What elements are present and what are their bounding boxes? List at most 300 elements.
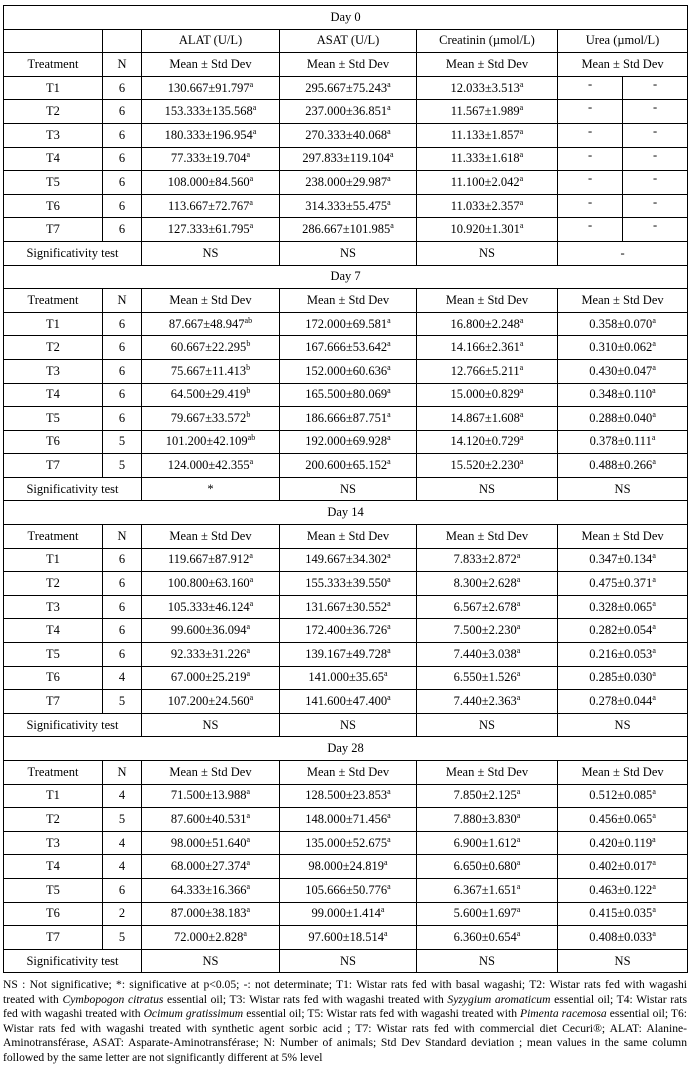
stat-header: Mean ± Std Dev <box>417 289 558 313</box>
treatment-cell: T5 <box>4 878 103 902</box>
asat-cell-significance-letter: a <box>387 456 391 466</box>
alat-cell-value: 68.000±27.374 <box>170 859 247 874</box>
alat-cell <box>142 407 280 431</box>
alat-cell-value: 124.000±42.355 <box>167 458 250 473</box>
alat-cell <box>142 336 280 360</box>
creatinin-cell-significance-letter: a <box>516 905 521 915</box>
creatinin-cell <box>417 619 558 643</box>
urea-cell <box>558 383 688 407</box>
creatinin-cell-significance-letter: a <box>519 386 524 396</box>
alat-cell-value: 99.600±36.094 <box>170 623 247 638</box>
significance-creatinin: NS <box>417 713 558 737</box>
n-cell: 6 <box>103 359 142 383</box>
alat-cell-significance-letter: a <box>246 645 251 655</box>
urea-cell-significance-letter: a <box>652 386 656 396</box>
alat-cell-value: 98.000±51.640 <box>170 835 247 850</box>
creatinin-cell <box>417 784 558 808</box>
urea-left: - <box>587 100 593 115</box>
table-row <box>4 312 688 336</box>
creatinin-cell-value: 11.133±1.857 <box>450 127 520 142</box>
asat-cell <box>280 784 417 808</box>
alat-cell <box>142 171 280 195</box>
alat-cell-significance-letter: a <box>246 905 251 915</box>
treatment-cell: T3 <box>4 123 103 147</box>
alat-cell-value: 180.333±196.954 <box>164 127 253 142</box>
urea-cell-significance-letter: a <box>652 456 656 466</box>
creatinin-cell-value: 11.100±2.042 <box>450 174 520 189</box>
asat-cell <box>280 76 417 100</box>
alat-cell <box>142 855 280 879</box>
asat-cell-significance-letter: a <box>387 126 391 136</box>
column-header-asat: ASAT (U/L) <box>280 29 417 53</box>
significance-label: Significativity test <box>4 949 142 973</box>
creatinin-cell <box>417 855 558 879</box>
stat-header: Mean ± Std Dev <box>417 53 558 77</box>
significance-label: Significativity test <box>4 477 142 501</box>
n-cell: 6 <box>103 643 142 667</box>
alat-cell <box>142 194 280 218</box>
blank-cell <box>4 29 103 53</box>
creatinin-cell-value: 11.033±2.357 <box>450 198 520 213</box>
asat-cell <box>280 548 417 572</box>
urea-left: - <box>587 76 593 91</box>
asat-cell-value: 295.667±75.243 <box>305 80 388 95</box>
alat-cell-value: 64.333±16.366 <box>170 882 247 897</box>
urea-cell-significance-letter: a <box>652 645 656 655</box>
asat-cell <box>280 572 417 596</box>
urea-cell <box>558 147 688 171</box>
alat-cell-value: 87.600±40.531 <box>170 811 247 826</box>
creatinin-cell <box>417 359 558 383</box>
footnote-text-3: essential oil; T4: Wistar rats fed with wagashi treated with <box>3 992 688 1021</box>
n-cell: 5 <box>103 926 142 950</box>
column-header-urea: Urea (µmol/L) <box>558 29 688 53</box>
asat-cell <box>280 218 417 242</box>
treatment-cell: T3 <box>4 831 103 855</box>
creatinin-cell <box>417 171 558 195</box>
creatinin-cell-significance-letter: a <box>519 409 524 419</box>
table-row <box>4 100 688 124</box>
alat-cell-value: 100.800±63.160 <box>167 576 250 591</box>
alat-cell <box>142 690 280 714</box>
alat-cell-value: 105.333±46.124 <box>167 599 250 614</box>
urea-cell-significance-letter: a <box>652 787 656 797</box>
day-header-row <box>4 265 688 289</box>
urea-right: - <box>622 124 687 147</box>
urea-cell-value: 0.285±0.030 <box>589 670 653 685</box>
alat-cell-significance-letter: a <box>249 197 253 207</box>
treatment-cell: T1 <box>4 548 103 572</box>
creatinin-cell-value: 12.033±3.513 <box>450 80 520 95</box>
creatinin-cell-value: 11.333±1.618 <box>450 151 520 166</box>
creatinin-cell-value: 7.850±2.125 <box>453 788 517 803</box>
significance-urea: - <box>558 241 688 265</box>
alat-cell-value: 153.333±135.568 <box>164 104 253 119</box>
table-row <box>4 572 688 596</box>
treatment-header: Treatment <box>4 761 103 785</box>
treatment-cell: T6 <box>4 430 103 454</box>
creatinin-cell-value: 10.920±1.301 <box>450 222 520 237</box>
n-cell: 6 <box>103 194 142 218</box>
treatment-cell: T4 <box>4 619 103 643</box>
creatinin-cell-significance-letter: a <box>516 787 521 797</box>
urea-cell <box>558 572 688 596</box>
alat-cell <box>142 831 280 855</box>
urea-cell-value: 0.216±0.053 <box>589 646 653 661</box>
treatment-cell: T4 <box>4 855 103 879</box>
urea-cell <box>558 690 688 714</box>
urea-cell-significance-letter: a <box>652 905 656 915</box>
alat-cell <box>142 666 280 690</box>
column-header-creatinin: Creatinin (µmol/L) <box>417 29 558 53</box>
alat-cell-significance-letter: a <box>249 598 254 608</box>
stat-header: Mean ± Std Dev <box>142 289 280 313</box>
significance-asat: NS <box>280 241 417 265</box>
urea-cell-significance-letter: a <box>652 881 656 891</box>
subheader-row <box>4 525 688 549</box>
urea-split-container <box>558 124 687 147</box>
n-cell: 2 <box>103 902 142 926</box>
alat-cell-significance-letter: ab <box>244 315 253 325</box>
urea-cell-value: 0.456±0.065 <box>589 811 653 826</box>
asat-cell-significance-letter: a <box>384 669 388 679</box>
n-header: N <box>103 289 142 313</box>
table-row <box>4 855 688 879</box>
alat-cell <box>142 312 280 336</box>
urea-cell <box>558 878 688 902</box>
urea-cell-value: 0.310±0.062 <box>589 340 653 355</box>
creatinin-cell <box>417 407 558 431</box>
creatinin-cell-significance-letter: a <box>516 574 521 584</box>
treatment-cell: T5 <box>4 171 103 195</box>
alat-cell-value: 101.200±42.109 <box>165 434 248 449</box>
significance-urea: NS <box>558 713 688 737</box>
table-row <box>4 430 688 454</box>
asat-cell-value: 139.167±49.728 <box>305 646 388 661</box>
asat-cell <box>280 666 417 690</box>
asat-cell-significance-letter: a <box>387 409 391 419</box>
urea-cell <box>558 359 688 383</box>
stat-header: Mean ± Std Dev <box>558 525 688 549</box>
table-row <box>4 926 688 950</box>
day-header-row <box>4 737 688 761</box>
creatinin-cell-value: 16.800±2.248 <box>450 316 520 331</box>
table-footnote <box>3 978 687 1066</box>
creatinin-cell-significance-letter: a <box>519 103 524 113</box>
species-name: Pimenta racemosa <box>520 1007 607 1021</box>
table-row <box>4 383 688 407</box>
alat-cell-value: 119.667±87.912 <box>168 552 250 567</box>
significance-asat: NS <box>280 477 417 501</box>
creatinin-cell-significance-letter: a <box>516 810 521 820</box>
urea-cell-significance-letter: a <box>651 433 656 443</box>
n-cell: 6 <box>103 147 142 171</box>
asat-cell-value: 155.333±39.550 <box>305 576 388 591</box>
urea-cell-significance-letter: a <box>652 928 656 938</box>
subheader-row <box>4 53 688 77</box>
asat-cell-value: 141.600±47.400 <box>305 694 388 709</box>
asat-cell-value: 149.667±34.302 <box>305 552 388 567</box>
blank-cell <box>103 29 142 53</box>
urea-cell-significance-letter: a <box>652 622 656 632</box>
stat-header: Mean ± Std Dev <box>558 53 688 77</box>
table-row <box>4 454 688 478</box>
asat-cell-value: 105.666±50.776 <box>305 882 388 897</box>
urea-left: - <box>587 123 593 138</box>
n-cell: 6 <box>103 123 142 147</box>
stat-header: Mean ± Std Dev <box>417 761 558 785</box>
n-cell: 6 <box>103 619 142 643</box>
alat-cell-significance-letter: ab <box>247 433 256 443</box>
urea-cell <box>558 902 688 926</box>
asat-cell <box>280 690 417 714</box>
stat-header: Mean ± Std Dev <box>280 525 417 549</box>
n-cell: 5 <box>103 808 142 832</box>
asat-cell-value: 99.000±1.414 <box>311 906 381 921</box>
treatment-cell: T7 <box>4 218 103 242</box>
urea-right: - <box>622 77 687 100</box>
n-cell: 4 <box>103 855 142 879</box>
asat-cell <box>280 312 417 336</box>
urea-cell <box>558 194 688 218</box>
creatinin-cell-value: 14.867±1.608 <box>450 410 520 425</box>
asat-cell <box>280 430 417 454</box>
asat-cell-significance-letter: a <box>387 598 391 608</box>
asat-cell-value: 297.833±119.104 <box>302 151 391 166</box>
urea-left: - <box>587 171 593 186</box>
significance-label: Significativity test <box>4 713 142 737</box>
results-table <box>3 5 688 973</box>
asat-cell-significance-letter: a <box>387 338 391 348</box>
stat-header: Mean ± Std Dev <box>142 761 280 785</box>
creatinin-cell-significance-letter: a <box>516 928 521 938</box>
alat-cell-significance-letter: a <box>249 692 254 702</box>
alat-cell <box>142 123 280 147</box>
table-row <box>4 194 688 218</box>
urea-cell-significance-letter: a <box>652 362 656 372</box>
asat-cell-value: 167.666±53.642 <box>305 340 388 355</box>
asat-cell-significance-letter: a <box>384 928 388 938</box>
urea-right: - <box>622 171 687 194</box>
significance-creatinin: NS <box>417 477 558 501</box>
significance-urea: NS <box>558 949 688 973</box>
asat-cell-value: 238.000±29.987 <box>305 174 388 189</box>
urea-cell <box>558 595 688 619</box>
asat-cell-value: 286.667±101.985 <box>302 222 391 237</box>
n-cell: 4 <box>103 784 142 808</box>
treatment-cell: T2 <box>4 808 103 832</box>
treatment-cell: T2 <box>4 572 103 596</box>
alat-cell <box>142 454 280 478</box>
urea-right: - <box>622 218 687 241</box>
creatinin-cell-significance-letter: a <box>516 598 521 608</box>
significance-alat: * <box>142 477 280 501</box>
creatinin-cell-value: 11.567±1.989 <box>450 104 520 119</box>
table-row <box>4 548 688 572</box>
table-row <box>4 619 688 643</box>
asat-cell-significance-letter: a <box>387 810 391 820</box>
urea-cell <box>558 430 688 454</box>
alat-cell-significance-letter: a <box>249 574 254 584</box>
alat-cell-value: 75.667±11.413 <box>170 363 247 378</box>
creatinin-cell-significance-letter: a <box>519 79 524 89</box>
footnote-text-1: NS : Not significative; *: significative at p<0.05; -: not determinate; T1: Wistar rats fed with basal wagashi; T2: Wistar rats fed with wagashi treated with <box>3 978 687 1006</box>
asat-cell <box>280 359 417 383</box>
urea-right: - <box>622 148 687 171</box>
subheader-row <box>4 761 688 785</box>
urea-left: - <box>587 147 593 162</box>
n-cell: 4 <box>103 666 142 690</box>
creatinin-cell-significance-letter: a <box>519 150 524 160</box>
asat-cell-significance-letter: a <box>390 150 394 160</box>
alat-cell-significance-letter: a <box>249 79 254 89</box>
alat-cell <box>142 548 280 572</box>
stat-header: Mean ± Std Dev <box>417 525 558 549</box>
treatment-cell: T4 <box>4 147 103 171</box>
table-row <box>4 147 688 171</box>
asat-cell-significance-letter: a <box>387 787 391 797</box>
urea-cell-value: 0.463±0.122 <box>589 882 653 897</box>
alat-cell-significance-letter: a <box>246 810 251 820</box>
alat-cell-significance-letter: a <box>246 881 251 891</box>
asat-cell-value: 314.333±55.475 <box>305 198 388 213</box>
alat-cell-value: 127.333±61.795 <box>167 222 250 237</box>
alat-cell-significance-letter: a <box>252 103 257 113</box>
asat-cell-value: 186.666±87.751 <box>305 410 388 425</box>
asat-cell-value: 97.600±18.514 <box>308 929 385 944</box>
n-cell: 6 <box>103 878 142 902</box>
asat-cell-significance-letter: a <box>387 315 391 325</box>
creatinin-cell <box>417 808 558 832</box>
asat-cell-value: 98.000±24.819 <box>308 859 385 874</box>
alat-cell <box>142 147 280 171</box>
urea-cell-value: 0.408±0.033 <box>589 929 653 944</box>
subheader-row <box>4 289 688 313</box>
creatinin-cell-significance-letter: a <box>519 197 524 207</box>
alat-cell-significance-letter: a <box>249 220 254 230</box>
table-row <box>4 666 688 690</box>
urea-cell <box>558 336 688 360</box>
alat-cell-significance-letter: b <box>246 362 251 372</box>
urea-cell-value: 0.402±0.017 <box>589 859 653 874</box>
creatinin-cell-value: 8.300±2.628 <box>453 576 517 591</box>
creatinin-cell-value: 7.500±2.230 <box>453 623 517 638</box>
significance-alat: NS <box>142 241 280 265</box>
significance-creatinin: NS <box>417 949 558 973</box>
asat-cell <box>280 643 417 667</box>
asat-cell <box>280 100 417 124</box>
n-cell: 4 <box>103 831 142 855</box>
footnote-text-2: essential oil; T3: Wistar rats fed with wagashi treated with <box>163 992 448 1006</box>
alat-cell <box>142 595 280 619</box>
table-row <box>4 808 688 832</box>
creatinin-cell-value: 7.880±3.830 <box>453 811 517 826</box>
urea-cell <box>558 831 688 855</box>
urea-cell-significance-letter: a <box>652 669 656 679</box>
table-row <box>4 218 688 242</box>
stat-header: Mean ± Std Dev <box>280 53 417 77</box>
n-cell: 5 <box>103 454 142 478</box>
alat-cell-significance-letter: a <box>246 858 251 868</box>
day-label: Day 0 <box>4 6 688 30</box>
table-row <box>4 878 688 902</box>
treatment-cell: T6 <box>4 666 103 690</box>
creatinin-cell <box>417 666 558 690</box>
creatinin-cell-value: 6.650±0.680 <box>453 859 517 874</box>
treatment-cell: T3 <box>4 359 103 383</box>
asat-cell <box>280 123 417 147</box>
creatinin-cell-value: 7.440±3.038 <box>453 646 517 661</box>
alat-cell <box>142 359 280 383</box>
alat-cell-significance-letter: b <box>246 338 251 348</box>
creatinin-cell-significance-letter: a <box>516 622 521 632</box>
significance-row <box>4 713 688 737</box>
treatment-cell: T7 <box>4 926 103 950</box>
urea-cell-significance-letter: a <box>652 551 656 561</box>
asat-cell-significance-letter: a <box>387 645 391 655</box>
urea-cell-value: 0.512±0.085 <box>589 788 653 803</box>
urea-cell-value: 0.347±0.134 <box>589 552 653 567</box>
alat-cell <box>142 926 280 950</box>
urea-left: - <box>587 218 593 233</box>
creatinin-cell-significance-letter: a <box>519 338 524 348</box>
alat-cell <box>142 100 280 124</box>
alat-cell-significance-letter: a <box>246 150 251 160</box>
table-row <box>4 690 688 714</box>
creatinin-cell <box>417 147 558 171</box>
creatinin-cell-value: 6.367±1.651 <box>453 882 517 897</box>
asat-cell <box>280 454 417 478</box>
table-row <box>4 123 688 147</box>
alat-cell <box>142 643 280 667</box>
asat-cell-significance-letter: a <box>384 858 388 868</box>
column-label-row <box>4 29 688 53</box>
asat-cell-value: 152.000±60.636 <box>305 363 388 378</box>
asat-cell <box>280 926 417 950</box>
urea-cell <box>558 407 688 431</box>
creatinin-cell-significance-letter: a <box>516 881 521 891</box>
creatinin-cell-significance-letter: a <box>516 858 521 868</box>
day-header-row <box>4 6 688 30</box>
urea-cell <box>558 548 688 572</box>
n-header: N <box>103 53 142 77</box>
alat-cell-value: 113.667±72.767 <box>168 198 250 213</box>
creatinin-cell-value: 15.520±2.230 <box>450 458 520 473</box>
creatinin-cell-value: 6.567±2.678 <box>453 599 517 614</box>
day-header-row <box>4 501 688 525</box>
asat-cell <box>280 831 417 855</box>
stat-header: Mean ± Std Dev <box>558 289 688 313</box>
creatinin-cell-value: 7.833±2.872 <box>453 552 517 567</box>
asat-cell-significance-letter: a <box>387 173 391 183</box>
creatinin-cell <box>417 878 558 902</box>
urea-cell-significance-letter: a <box>652 574 656 584</box>
creatinin-cell <box>417 926 558 950</box>
urea-split-container <box>558 218 687 241</box>
urea-cell-value: 0.415±0.035 <box>589 906 653 921</box>
urea-cell-value: 0.475±0.371 <box>589 576 653 591</box>
urea-cell-significance-letter: a <box>652 409 656 419</box>
creatinin-cell-value: 6.360±0.654 <box>453 929 517 944</box>
species-name: Ocimum gratissimum <box>143 1007 244 1021</box>
alat-cell-significance-letter: a <box>252 126 257 136</box>
table-row <box>4 831 688 855</box>
asat-cell-value: 148.000±71.456 <box>305 811 388 826</box>
asat-cell <box>280 902 417 926</box>
asat-cell-significance-letter: a <box>387 197 391 207</box>
table-row <box>4 336 688 360</box>
creatinin-cell-significance-letter: a <box>516 692 521 702</box>
